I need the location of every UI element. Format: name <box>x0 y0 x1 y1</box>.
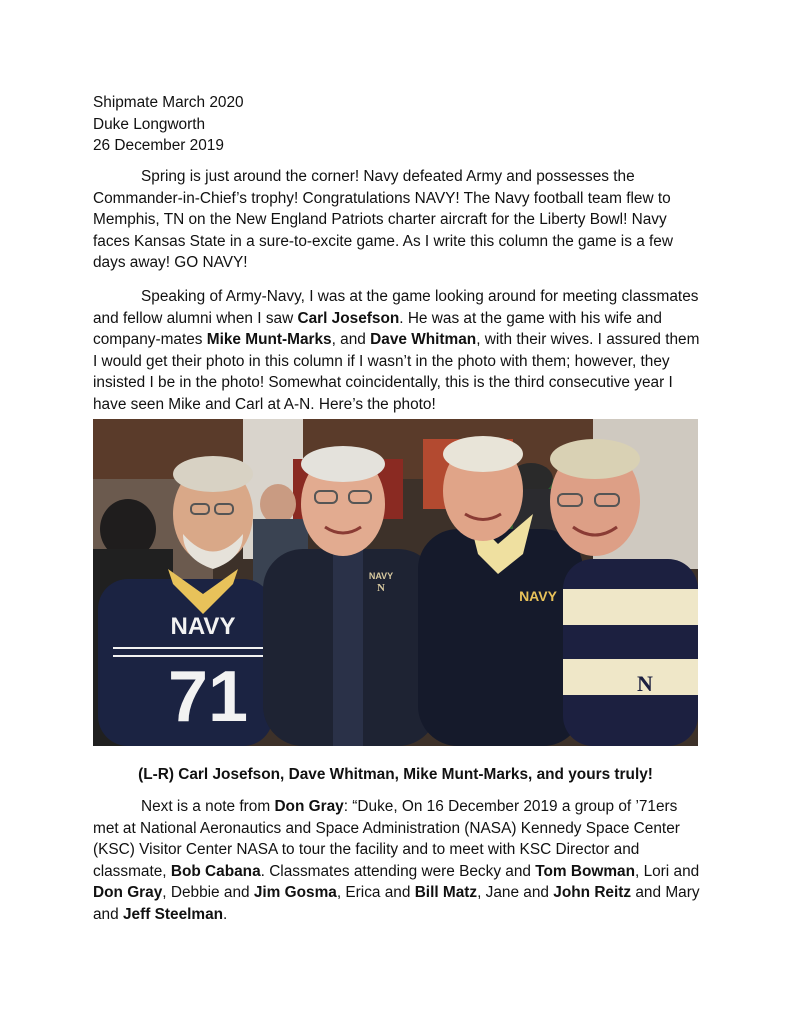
jersey-navy-text: NAVY <box>170 613 236 640</box>
date-line: 26 December 2019 <box>93 137 224 154</box>
column-header <box>93 92 244 157</box>
group-photo-illustration <box>93 419 698 746</box>
name-don-gray-2: Don Gray <box>93 884 163 901</box>
publication-line: Shipmate March 2020 <box>93 94 244 111</box>
shirt-logo-letter: N <box>637 671 653 696</box>
photo-caption: (L-R) Carl Josefson, Dave Whitman, Mike Munt-Marks, and yours truly! <box>138 766 653 783</box>
jersey-number: 71 <box>167 657 249 737</box>
p2-text-1: Speaking of Army-Navy, I was at the game looking around for meeting classmates and fellow alumni when I saw <box>93 288 699 327</box>
sweater-navy-text: NAVY <box>519 588 557 604</box>
name-tom-bowman: Tom Bowman <box>535 862 636 880</box>
p2-text-4: , with their wives. I assured them I would get their photo in this column if I wasn’t in the photo with them; however, they insisted I be in the photo! Somewhat coincidentally, this is the third consecutive year I have seen Mike and Carl at A-N. Here’s the photo! <box>93 331 700 413</box>
p3-text-1: Next is a note from <box>141 798 275 815</box>
name-mike-munt-marks: Mike Munt-Marks <box>206 331 332 348</box>
group-photo <box>93 419 698 746</box>
p2-text-3: , and <box>331 331 371 348</box>
p3-text-8: and Mary and <box>93 884 700 923</box>
p3-text-7: , Jane and <box>477 884 554 901</box>
name-jim-gosma: Jim Gosma <box>253 884 337 901</box>
vest-logo-letter: N <box>377 582 385 594</box>
name-jeff-steelman: Jeff Steelman <box>122 905 224 923</box>
p2-text-2: . He was at the game with his wife and company-mates <box>93 309 662 348</box>
p3-text-4: , Lori and <box>635 862 700 880</box>
paragraph-3 <box>93 796 707 925</box>
paragraph-1: Spring is just around the corner! Navy defeated Army and possesses the Commander-in-Chief’s trophy! Congratulations NAVY! The Navy football team flew to Memphis, TN on the New England Patriots charter aircraft for the Liberty Bowl! Navy faces Kansas State in a sure-to-excite game. As I write this column the game is a few days away! GO NAVY! <box>93 168 673 271</box>
author-line: Duke Longworth <box>93 115 206 133</box>
p3-text-6: , Erica and <box>336 884 415 901</box>
p3-text-5: , Debbie and <box>162 884 254 901</box>
name-bob-cabana: Bob Cabana <box>170 862 261 880</box>
cap-navy-text: NAVY <box>368 571 394 581</box>
p3-text-2: : “Duke, On 16 December 2019 a group of ’71ers met at National Aeronautics and Space Administration (NASA) Kennedy Space Center (KSC) Visitor Center NASA to tour the facility and to meet with KSC Director and classmate, <box>93 798 680 880</box>
name-john-reitz: John Reitz <box>553 884 632 901</box>
name-don-gray: Don Gray <box>274 798 344 815</box>
p3-text-3: . Classmates attending were Becky and <box>260 862 536 880</box>
paragraph-2 <box>93 286 707 415</box>
name-carl-josefson: Carl Josefson <box>297 309 400 327</box>
name-bill-matz: Bill Matz <box>414 884 478 901</box>
p3-text-9: . <box>223 905 228 923</box>
name-dave-whitman: Dave Whitman <box>370 331 477 348</box>
